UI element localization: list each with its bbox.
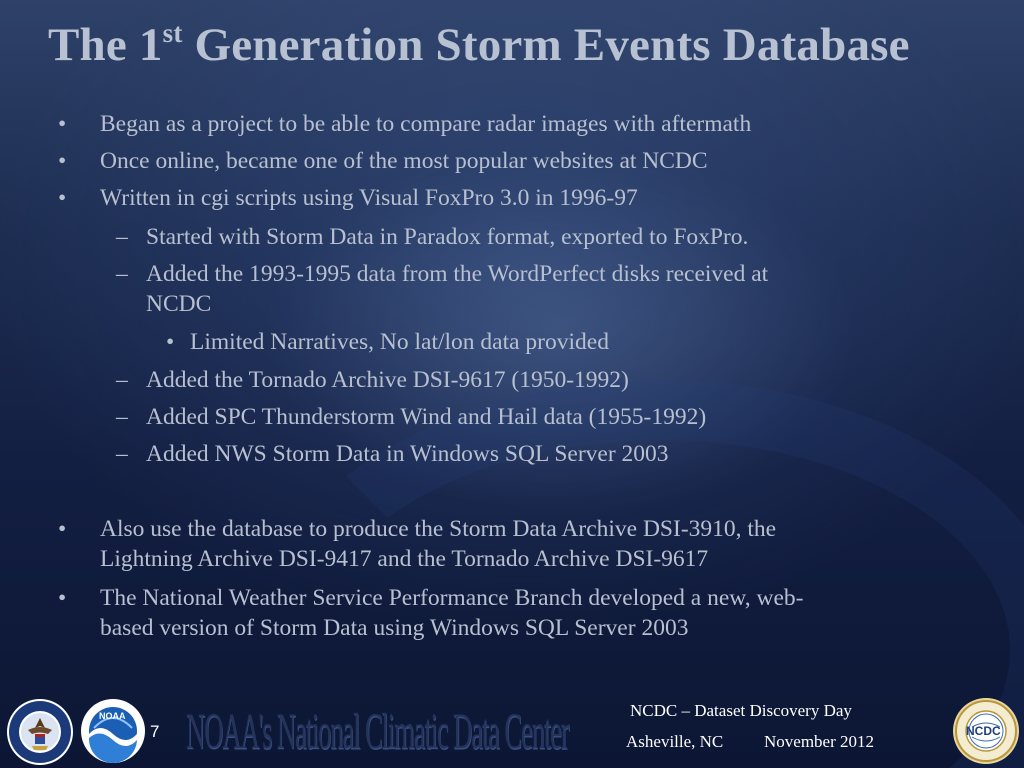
sub-item-continuation: NCDC — [146, 291, 212, 317]
footer-location: Asheville, NC — [626, 732, 724, 751]
bullet-item: Once online, became one of the most popular websites at NCDC — [100, 148, 708, 174]
bullet-item: The National Weather Service Performance Branch developed a new, web- — [100, 585, 804, 611]
dash-marker: – — [116, 261, 128, 287]
bullet-marker: • — [166, 329, 175, 355]
sub-item: Added SPC Thunderstorm Wind and Hail data (1955-1992) — [146, 404, 707, 430]
slide-title: The 1st Generation Storm Events Database — [48, 18, 910, 71]
bullet-item: Also use the database to produce the Storm Data Archive DSI-3910, the — [100, 516, 777, 542]
sub-item: Added the 1993-1995 data from the WordPerfect disks received at — [146, 261, 769, 287]
bullet-item: Began as a project to be able to compare radar images with aftermath — [100, 111, 752, 137]
bullet-item-continuation: Lightning Archive DSI-9417 and the Tornado Archive DSI-9617 — [100, 546, 709, 572]
dash-marker: – — [116, 367, 128, 393]
sub-item: Added NWS Storm Data in Windows SQL Server 2003 — [146, 441, 669, 467]
footer-date: November 2012 — [764, 732, 875, 751]
commerce-seal-icon — [6, 698, 74, 766]
ncdc-label: NCDC — [966, 724, 1001, 738]
bullet-marker: • — [58, 585, 67, 611]
footer-banner: NOAA's National Climatic Data Center — [186, 703, 569, 760]
bullet-marker: • — [58, 185, 67, 211]
sub-item: Started with Storm Data in Paradox format, exported to FoxPro. — [146, 224, 749, 250]
noaa-label: NOAA — [99, 711, 126, 721]
sub-sub-item: Limited Narratives, No lat/lon data provided — [190, 329, 609, 355]
bullet-marker: • — [58, 516, 67, 542]
sub-item: Added the Tornado Archive DSI-9617 (1950-1992) — [146, 367, 629, 393]
bullet-marker: • — [58, 111, 67, 137]
bullet-item: Written in cgi scripts using Visual FoxPro 3.0 in 1996-97 — [100, 185, 638, 211]
bullet-marker: • — [58, 148, 67, 174]
bullet-item-continuation: based version of Storm Data using Windows SQL Server 2003 — [100, 615, 689, 641]
dash-marker: – — [116, 224, 128, 250]
noaa-logo-icon — [80, 698, 146, 764]
dash-marker: – — [116, 404, 128, 430]
dash-marker: – — [116, 441, 128, 467]
footer-event: NCDC – Dataset Discovery Day — [630, 701, 852, 720]
page-number: 7 — [150, 722, 160, 741]
